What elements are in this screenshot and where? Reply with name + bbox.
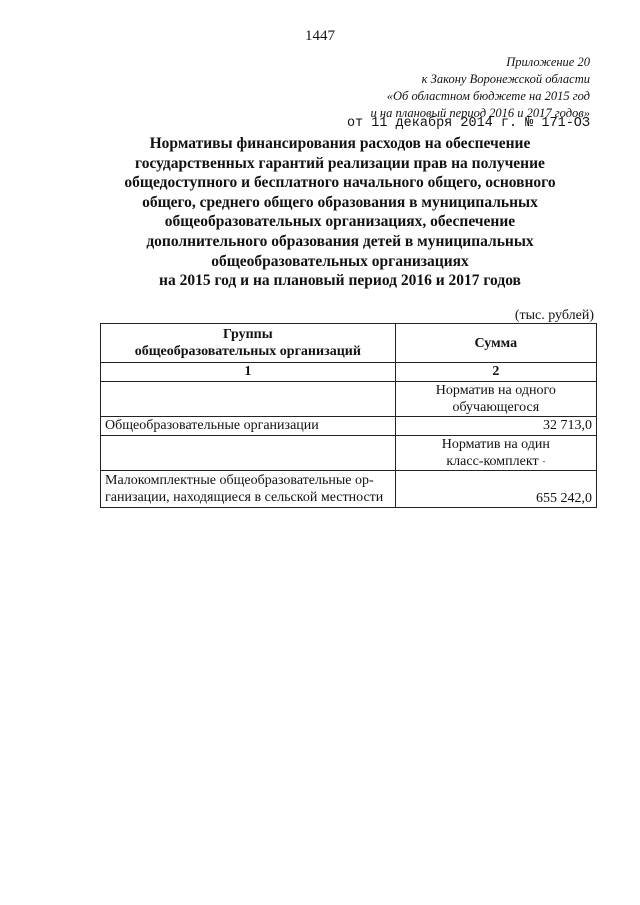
empty-cell [101, 436, 396, 471]
title-line: общеобразовательных организациях, обеспечение [164, 213, 516, 231]
appendix-line: и на плановый период 2016 и 2017 годов» [370, 106, 590, 120]
title-line: государственных гарантий реализации прав на получение [135, 154, 545, 172]
title-line: Нормативы финансирования расходов на обеспечение [149, 135, 531, 152]
document-title [90, 134, 590, 291]
title-line: общедоступного и бесплатного начального общего, основного [124, 174, 556, 192]
table-header-row [101, 324, 597, 363]
title-line: общеобразовательных организациях [211, 252, 469, 270]
header-groups-line: Группы [222, 327, 273, 342]
table-row [101, 471, 597, 508]
table-row [101, 436, 597, 471]
title-line: общего, среднего общего образования в муниципальных [142, 193, 538, 211]
title-line: на 2015 год и на плановый период 2016 и 2017 годов [159, 272, 521, 290]
title-line: дополнительного образования детей в муниципальных [146, 232, 534, 250]
empty-cell [101, 382, 396, 417]
appendix-reference [230, 54, 590, 122]
column-number: 1 [101, 363, 396, 382]
header-groups-line: общеобразовательных организаций [134, 344, 361, 359]
page-number: 1447 [305, 28, 335, 44]
group-label-line: Малокомплектные общеобразовательные ор- [105, 473, 374, 489]
appendix-line: «Об областном бюджете на 2015 год [386, 89, 590, 103]
appendix-line: Приложение 20 [506, 55, 590, 69]
norm-label-line [400, 453, 592, 470]
norm-per-student-label [395, 382, 596, 417]
header-sum: Сумма [395, 324, 596, 363]
norm-per-class-label [395, 436, 596, 471]
units-label: (тыс. рублей) [514, 308, 594, 323]
group-label-line: ганизации, находящиеся в сельской местности [105, 490, 384, 506]
group-label [101, 471, 396, 508]
norms-table [100, 323, 597, 508]
group-label: Общеобразовательные организации [101, 417, 396, 436]
table-row [101, 382, 597, 417]
norm-label-line: Норматив на одного [435, 383, 556, 398]
norm-label-text: класс-комплект [446, 454, 539, 469]
norm-label-line: Норматив на один [441, 437, 550, 452]
column-number: 2 [395, 363, 596, 382]
appendix-line: к Закону Воронежской области [421, 72, 590, 86]
column-number-row [101, 363, 597, 382]
header-groups [101, 324, 396, 363]
law-date-stamp: от 11 декабря 2014 г. № 171-ОЗ [346, 116, 590, 131]
scan-mark: - [542, 457, 546, 467]
sum-value: 655 242,0 [395, 471, 596, 508]
table-row [101, 417, 597, 436]
sum-value: 32 713,0 [395, 417, 596, 436]
norm-label-line: обучающегося [452, 400, 540, 415]
